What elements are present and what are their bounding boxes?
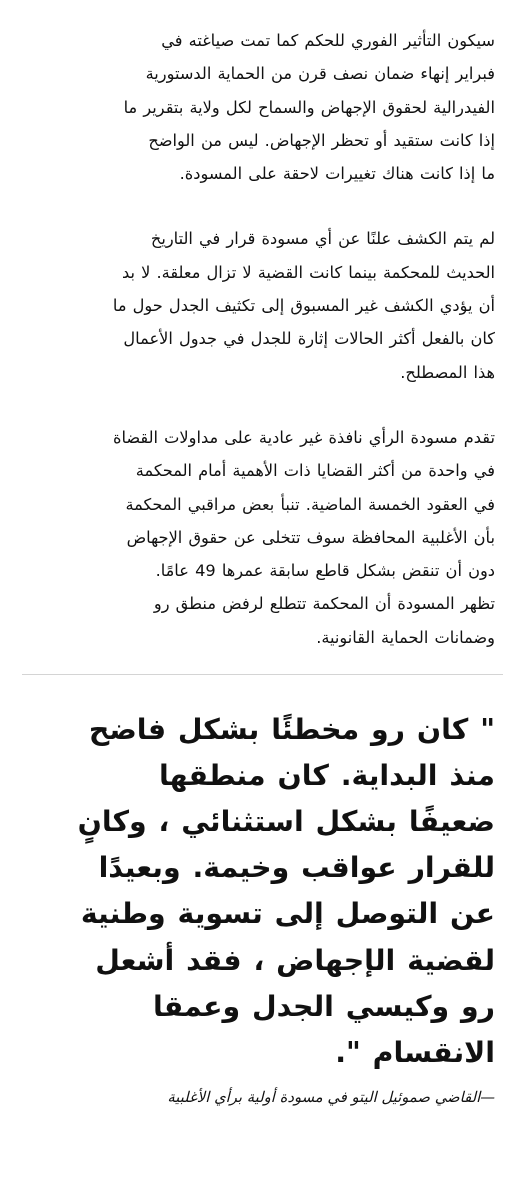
quote-line: لقضية الإجهاض ، فقد أشعل bbox=[95, 943, 495, 977]
paragraph-line: سيكون التأثير الفوري للحكم كما تمت صياغته في bbox=[161, 31, 495, 50]
quote-line: رو وكيسي الجدل وعمقا bbox=[152, 989, 495, 1023]
quote-line: منذ البداية. كان منطقها bbox=[158, 759, 495, 793]
paragraph-line: دون أن تنقض بشكل قاطع سابقة عمرها 49 عامًا. bbox=[155, 561, 495, 581]
paragraph-line: تقدم مسودة الرأي نافذة غير عادية على مداولات القضاة bbox=[112, 427, 495, 447]
section-divider bbox=[22, 674, 503, 675]
paragraph-line: إذا كانت ستقيد أو تحظر الإجهاض. ليس من الواضح bbox=[148, 130, 495, 150]
quote-line: الانقسام ". bbox=[335, 1035, 495, 1069]
paragraph-line: ما إذا كانت هناك تغييرات لاحقة على المسودة. bbox=[179, 164, 495, 184]
paragraph-1 bbox=[30, 24, 495, 190]
paragraph-3 bbox=[30, 421, 495, 654]
quote-line: " كان رو مخطئًا بشكل فاضح bbox=[88, 713, 495, 747]
paragraph-line: الحديث للمحكمة بينما كانت القضية لا تزال معلقة. لا بد bbox=[122, 262, 495, 282]
paragraph-line: كان بالفعل أكثر الحالات إثارة للجدل في جدول الأعمال bbox=[123, 329, 495, 349]
paragraph-line: هذا المصطلح. bbox=[400, 362, 495, 382]
paragraph-line: بأن الأغلبية المحافظة سوف تتخلى عن حقوق الإجهاض bbox=[126, 527, 495, 547]
paragraph-2 bbox=[30, 222, 495, 388]
paragraph-line: في واحدة من أكثر القضايا ذات الأهمية أمام المحكمة bbox=[135, 461, 495, 481]
quote-line: ضعيفًا بشكل استثنائي ، وكانٍ bbox=[77, 805, 495, 839]
quote-attribution: —القاضي صموئيل اليتو في مسودة أولية برأي الأغلبية bbox=[167, 1088, 495, 1106]
paragraph-line: وضمانات الحماية القانونية. bbox=[316, 627, 495, 647]
paragraph-line: فبراير إنهاء ضمان نصف قرن من الحماية الدستورية bbox=[145, 64, 495, 84]
paragraph-line: أن يؤدي الكشف غير المسبوق إلى تكثيف الجدل حول ما bbox=[112, 296, 495, 316]
quote-line: للقرار عواقب وخيمة. وبعيدًا bbox=[98, 851, 495, 885]
paragraph-line: لم يتم الكشف علنًا عن أي مسودة قرار في التاريخ bbox=[150, 229, 495, 249]
quote-line: عن التوصل إلى تسوية وطنية bbox=[80, 897, 495, 931]
paragraph-line: الفيدرالية لحقوق الإجهاض والسماح لكل ولاية بتقرير ما bbox=[123, 97, 495, 117]
paragraph-line: تظهر المسودة أن المحكمة تتطلع لرفض منطق رو bbox=[153, 594, 495, 614]
paragraph-line: في العقود الخمسة الماضية. تنبأ بعض مراقبي المحكمة bbox=[125, 494, 495, 514]
pull-quote bbox=[30, 707, 495, 1076]
